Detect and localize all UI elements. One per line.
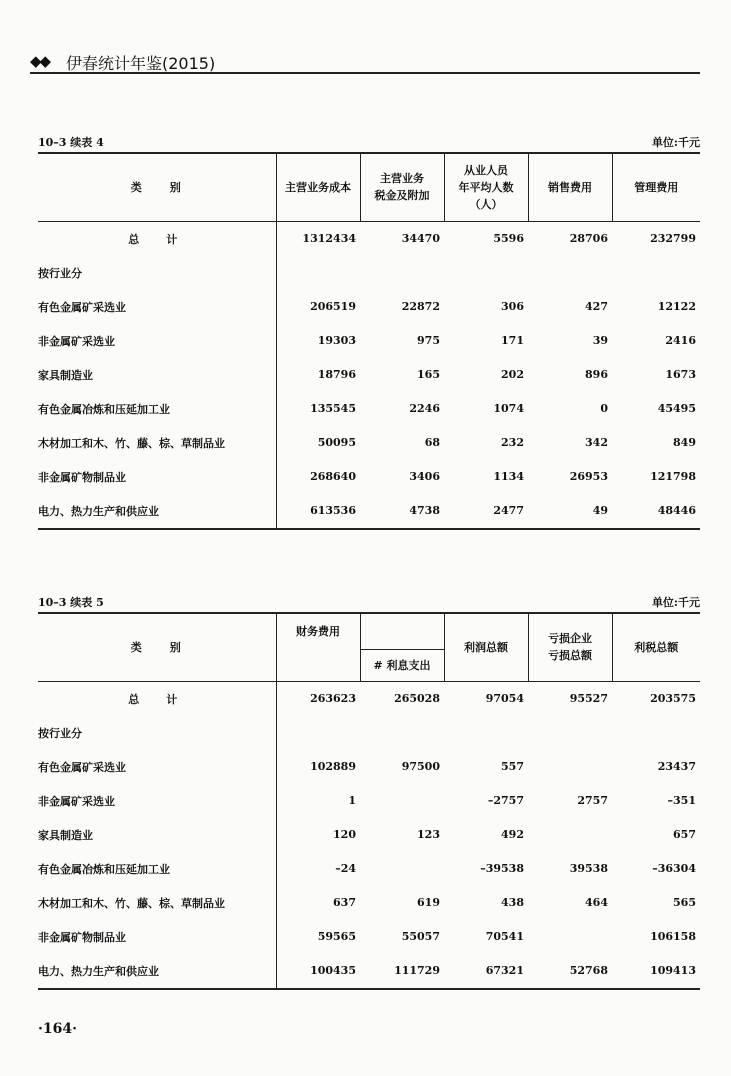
table4-unit: 单位:千元: [651, 136, 700, 149]
table4-col-header: [360, 153, 444, 221]
table-cell: 613536: [276, 494, 360, 529]
table-cell: 268640: [276, 460, 360, 494]
table-cell: 97054: [485, 692, 524, 705]
table-cell: 120: [276, 818, 360, 852]
table5-col-profit: 利润总额: [444, 613, 528, 681]
table-row: [38, 818, 700, 852]
row-label: 按行业分: [38, 726, 82, 740]
table-cell: 68: [424, 436, 440, 449]
table-cell: 52768: [569, 964, 608, 977]
header-rule: [30, 72, 700, 74]
table4-col-category: 类 别: [38, 153, 276, 221]
row-label: 有色金属矿采选业: [38, 760, 126, 774]
table-cell: 19303: [276, 324, 360, 358]
table-cell: 5596: [493, 232, 524, 245]
table-cell: 45495: [657, 402, 696, 415]
table4-col-header: [276, 153, 360, 221]
table-cell: [528, 750, 612, 784]
table-cell: 165: [417, 368, 440, 381]
table-cell: [528, 256, 612, 290]
table-cell: 492: [501, 828, 524, 841]
table-cell: [612, 716, 700, 750]
table-cell: 2416: [665, 334, 696, 347]
table-cell: 135545: [276, 392, 360, 426]
table4-col-header: [528, 153, 612, 221]
table4-heading: [38, 134, 700, 150]
table-cell: 896: [585, 368, 608, 381]
table5-col-finance-cont: [276, 649, 360, 681]
table-cell: 59565: [276, 920, 360, 954]
table-cell: 70541: [485, 930, 524, 943]
table-cell: 619: [417, 896, 440, 909]
table-row: [38, 494, 700, 529]
table-cell: 438: [501, 896, 524, 909]
table-cell: 12122: [657, 300, 696, 313]
table4-col-label: 主营业务成本: [285, 180, 351, 194]
table4-col-label: 管理费用: [634, 180, 679, 194]
table-cell: [528, 818, 612, 852]
table-cell: 102889: [276, 750, 360, 784]
table-cell: [444, 256, 528, 290]
table-cell: 0: [600, 402, 608, 415]
table4-id: 10–3 续表 4: [38, 136, 104, 149]
table-cell: 232: [501, 436, 524, 449]
table5-unit: 单位:千元: [651, 596, 700, 609]
table-cell: 23437: [657, 760, 696, 773]
table5-col-finance: 财务费用: [276, 613, 360, 649]
table5: [38, 612, 700, 990]
row-label: 非金属矿采选业: [38, 334, 115, 348]
table-cell: 263623: [276, 681, 360, 716]
table-cell: 202: [501, 368, 524, 381]
row-label: 电力、热力生产和供应业: [38, 964, 159, 978]
table-cell: 109413: [650, 964, 696, 977]
table-cell: –351: [667, 794, 696, 807]
table-row: [38, 954, 700, 989]
table-cell: 203575: [650, 692, 696, 705]
table-cell: 1074: [493, 402, 524, 415]
table-cell: 2477: [493, 504, 524, 517]
table4-col-header: [612, 153, 700, 221]
row-label: 按行业分: [38, 266, 82, 280]
table-cell: 111729: [394, 964, 440, 977]
table-cell: 100435: [276, 954, 360, 989]
book-header: [30, 50, 700, 74]
table-cell: 3406: [409, 470, 440, 483]
table-cell: [612, 256, 700, 290]
row-label: 电力、热力生产和供应业: [38, 504, 159, 518]
table-cell: 849: [673, 436, 696, 449]
table5-col-loss: 亏损企业 亏损总额: [528, 613, 612, 681]
table-row: [38, 886, 700, 920]
table-cell: –24: [276, 852, 360, 886]
table-cell: 565: [673, 896, 696, 909]
table4-col-label: 销售费用: [548, 180, 592, 194]
table5-col-tax: 利税总额: [612, 613, 700, 681]
table-cell: 18796: [276, 358, 360, 392]
table-cell: [360, 852, 444, 886]
table-cell: 306: [501, 300, 524, 313]
table-cell: 657: [673, 828, 696, 841]
table-cell: 39: [592, 334, 608, 347]
table5-id: 10–3 续表 5: [38, 596, 104, 609]
table4-col-label: 主营业务 税金及附加: [374, 172, 430, 203]
row-label: 有色金属冶炼和压延加工业: [38, 862, 170, 876]
table-cell: [276, 716, 360, 750]
table-cell: 34470: [401, 232, 440, 245]
table-row: [38, 256, 700, 290]
table-cell: [360, 256, 444, 290]
table-cell: 49: [592, 504, 608, 517]
table-row: [38, 920, 700, 954]
table-cell: 557: [501, 760, 524, 773]
table-row: [38, 358, 700, 392]
table-cell: 39538: [569, 862, 608, 875]
table-row: [38, 392, 700, 426]
row-label: 有色金属矿采选业: [38, 300, 126, 314]
table-cell: [360, 716, 444, 750]
row-label: 家具制造业: [38, 828, 93, 842]
book-title: 伊春统计年鉴(2015): [66, 54, 216, 73]
row-label: 木材加工和木、竹、藤、棕、草制品业: [38, 896, 225, 910]
row-label: 有色金属冶炼和压延加工业: [38, 402, 170, 416]
diamond-icon: ◆◆: [30, 52, 50, 70]
table-cell: 975: [417, 334, 440, 347]
table-cell: 4738: [409, 504, 440, 517]
table-cell: 1: [276, 784, 360, 818]
table-cell: 464: [585, 896, 608, 909]
table-cell: –39538: [480, 862, 524, 875]
table-row: [38, 290, 700, 324]
table-cell: 206519: [276, 290, 360, 324]
table-cell: 123: [417, 828, 440, 841]
table-cell: –2757: [487, 794, 524, 807]
table-cell: 95527: [569, 692, 608, 705]
table-cell: 2757: [577, 794, 608, 807]
table4-col-header: [444, 153, 528, 221]
table-cell: 121798: [650, 470, 696, 483]
table-cell: 2246: [409, 402, 440, 415]
table-row: [38, 681, 700, 716]
table5-heading: [38, 594, 700, 610]
table-row: [38, 426, 700, 460]
row-label: 总 计: [128, 692, 186, 706]
table5-col-interest: # 利息支出: [360, 649, 444, 681]
table-row: [38, 460, 700, 494]
table-row: [38, 852, 700, 886]
row-label: 非金属矿物制品业: [38, 470, 126, 484]
table-cell: 171: [501, 334, 524, 347]
table-cell: 265028: [394, 692, 440, 705]
table-cell: [360, 784, 444, 818]
table-cell: 637: [276, 886, 360, 920]
table-cell: 1312434: [276, 221, 360, 256]
table-cell: 50095: [276, 426, 360, 460]
table4: [38, 152, 700, 530]
table5-col-category: 类 别: [38, 613, 276, 681]
row-label: 木材加工和木、竹、藤、棕、草制品业: [38, 436, 225, 450]
table-cell: 55057: [401, 930, 440, 943]
page-number: ·164·: [38, 1021, 77, 1037]
table-row: [38, 221, 700, 256]
table-cell: 97500: [401, 760, 440, 773]
table-cell: 342: [585, 436, 608, 449]
table-cell: –36304: [652, 862, 696, 875]
row-label: 总 计: [128, 232, 186, 246]
table-cell: 67321: [485, 964, 524, 977]
table5-col-blank: [360, 613, 444, 649]
table4-col-label: 从业人员 年平均人数 （人）: [458, 163, 514, 211]
table-cell: [444, 716, 528, 750]
table-cell: 1673: [665, 368, 696, 381]
table-cell: 48446: [657, 504, 696, 517]
table-cell: 1134: [493, 470, 524, 483]
row-label: 非金属矿物制品业: [38, 930, 126, 944]
table-cell: 28706: [569, 232, 608, 245]
table-row: [38, 324, 700, 358]
table-row: [38, 716, 700, 750]
table-cell: [528, 920, 612, 954]
table-cell: 106158: [650, 930, 696, 943]
table-cell: [528, 716, 612, 750]
table-cell: 26953: [569, 470, 608, 483]
row-label: 非金属矿采选业: [38, 794, 115, 808]
table-cell: 232799: [650, 232, 696, 245]
table-row: [38, 750, 700, 784]
table-cell: 427: [585, 300, 608, 313]
table-row: [38, 784, 700, 818]
row-label: 家具制造业: [38, 368, 93, 382]
table-cell: [276, 256, 360, 290]
table-cell: 22872: [401, 300, 440, 313]
